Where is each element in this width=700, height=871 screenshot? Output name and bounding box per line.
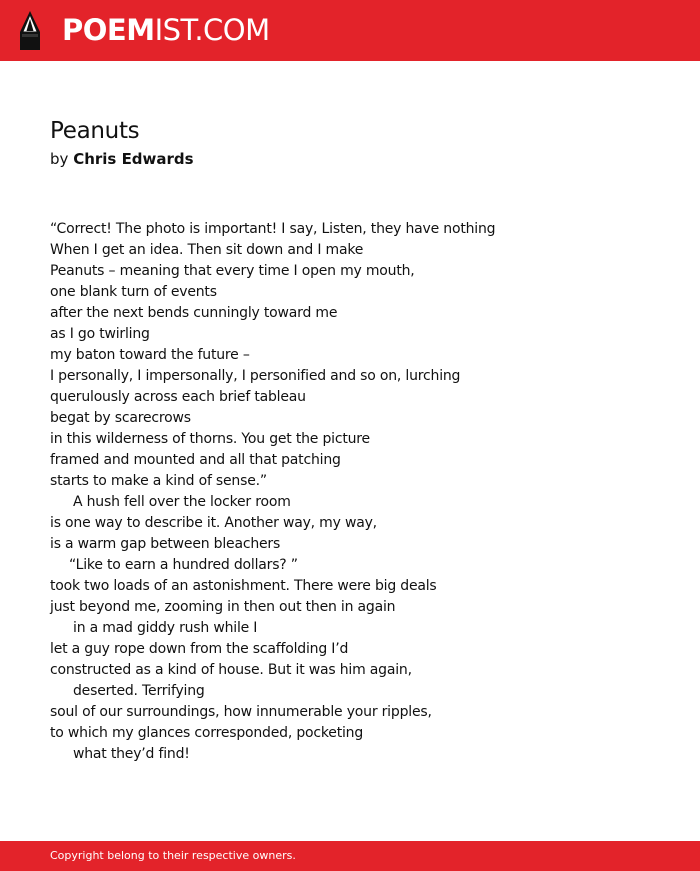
site-logo-link[interactable]: [62, 12, 270, 48]
poem-line: in a mad giddy rush while I: [73, 620, 258, 636]
poem-author: Chris Edwards: [73, 150, 194, 168]
poem-line: in this wilderness of thorns. You get the picture: [50, 431, 370, 447]
poem-line: “Like to earn a hundred dollars? ”: [69, 557, 298, 573]
by-label: by: [50, 150, 69, 168]
poem-body: [50, 219, 670, 765]
poem-line: “Correct! The photo is important! I say, Listen, they have nothing: [50, 221, 496, 237]
poem-line: querulously across each brief tableau: [50, 389, 306, 405]
poem-line: let a guy rope down from the scaffolding I’d: [50, 641, 349, 657]
copyright-text: Copyright belong to their respective owners.: [50, 849, 296, 862]
poem-line: is a warm gap between bleachers: [50, 536, 281, 552]
poem-line: Peanuts – meaning that every time I open my mouth,: [50, 263, 415, 279]
poem-line: deserted. Terrifying: [73, 683, 205, 699]
poem-line: to which my glances corresponded, pocketing: [50, 725, 364, 741]
poem-line: A hush fell over the locker room: [73, 494, 291, 510]
poem-line: is one way to describe it. Another way, my way,: [50, 515, 377, 531]
poem-line: what they’d find!: [73, 746, 190, 762]
logo-text-light: IST.COM: [154, 13, 270, 47]
poem-line: starts to make a kind of sense.”: [50, 473, 267, 489]
poem-line: I personally, I impersonally, I personified and so on, lurching: [50, 368, 461, 384]
poem-line: took two loads of an astonishment. There were big deals: [50, 578, 437, 594]
poem-line: just beyond me, zooming in then out then in again: [50, 599, 396, 615]
poem-line: When I get an idea. Then sit down and I make: [50, 242, 364, 258]
poem-line: my baton toward the future –: [50, 347, 250, 363]
poem-line: constructed as a kind of house. But it was him again,: [50, 662, 412, 678]
pen-nib-icon[interactable]: [17, 10, 43, 52]
poem-line: framed and mounted and all that patching: [50, 452, 341, 468]
poem-line: begat by scarecrows: [50, 410, 191, 426]
site-header: [0, 0, 700, 61]
poem-line: as I go twirling: [50, 326, 150, 342]
poem-line: after the next bends cunningly toward me: [50, 305, 338, 321]
poem-byline: [50, 149, 194, 169]
poem-title: Peanuts: [50, 118, 140, 144]
poem-line: one blank turn of events: [50, 284, 217, 300]
poem-line: soul of our surroundings, how innumerable your ripples,: [50, 704, 432, 720]
site-footer: [0, 841, 700, 871]
logo-text-bold: POEM: [62, 13, 155, 47]
